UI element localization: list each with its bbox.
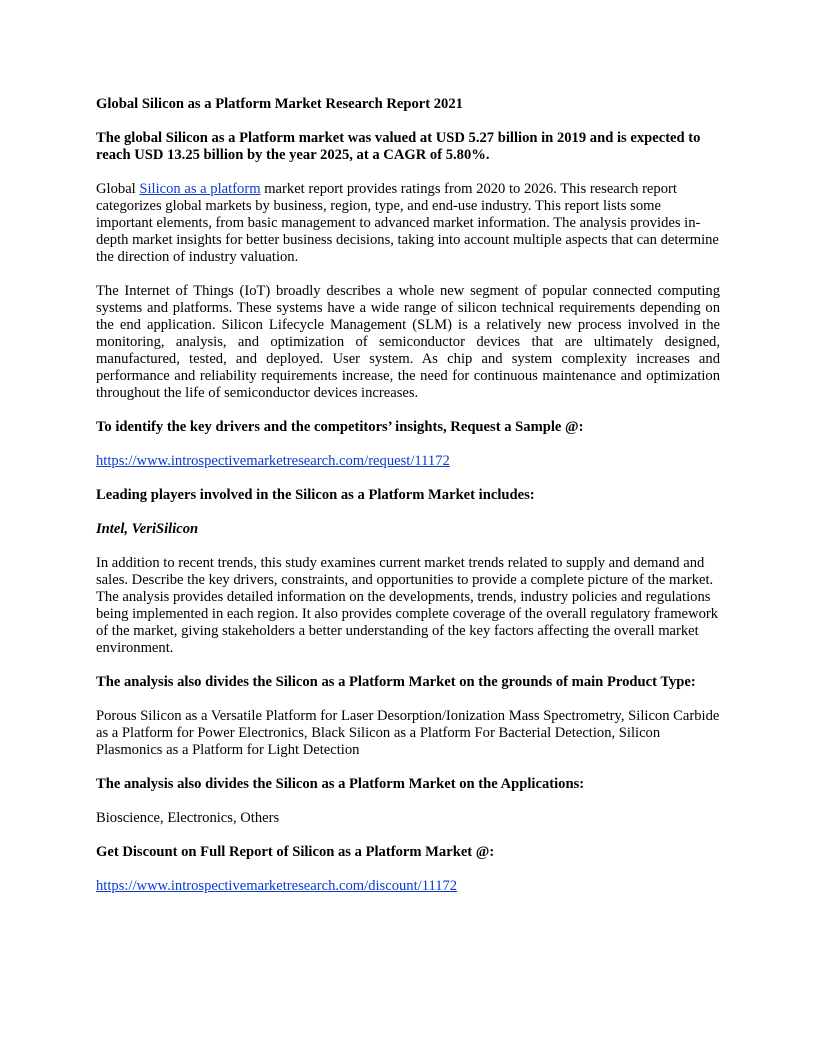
product-type-heading: The analysis also divides the Silicon as a Platform Market on the grounds of main Product Type: (96, 674, 696, 690)
document-page (96, 96, 720, 912)
market-summary: The global Silicon as a Platform market was valued at USD 5.27 billion in 2019 and is expected to reach USD 13.25 billion by the year 2025, at a CAGR of 5.80%. (96, 130, 701, 163)
product-type-list: Porous Silicon as a Versatile Platform for Laser Desorption/Ionization Mass Spectrometry, Silicon Carbide as a Platform for Power Electronics, Black Silicon as a Platform For Bacterial Detection, Silicon Plasmonics as a Platform for Light Detection (96, 708, 720, 758)
applications-list: Bioscience, Electronics, Others (96, 810, 280, 826)
iot-paragraph: The Internet of Things (IoT) broadly describes a whole new segment of popular connected computing systems and platforms. These systems have a wide range of silicon technical requirements depending on the end application. Silicon Lifecycle Management (SLM) is a relatively new process involved in the monitoring, analysis, and optimization of semiconductor devices that are ultimately designed, manufactured, tested, and deployed. User system. As chip and system complexity increases and performance and reliability requirements increase, the need for continuous maintenance and optimization throughout the life of semiconductor devices increases. (96, 283, 720, 401)
sample-link-paragraph (96, 453, 720, 470)
players-list: Intel, VeriSilicon (96, 521, 199, 537)
intro-prefix: Global (96, 181, 140, 197)
discount-heading: Get Discount on Full Report of Silicon as a Platform Market @: (96, 844, 495, 860)
request-sample-link[interactable]: https://www.introspectivemarketresearch.com/request/11172 (96, 453, 450, 469)
discount-link[interactable]: https://www.introspectivemarketresearch.com/discount/11172 (96, 878, 458, 894)
report-title: Global Silicon as a Platform Market Research Report 2021 (96, 96, 463, 112)
trends-paragraph: In addition to recent trends, this study examines current market trends related to supply and demand and sales. Describe the key drivers, constraints, and opportunities to provide a complete picture of the market. The analysis provides detailed information on the developments, trends, industry policies and regulations being implemented in each region. It also provides complete coverage of the overall regulatory framework of the market, giving stakeholders a better understanding of the key factors affecting the overall market environment. (96, 555, 719, 656)
applications-heading: The analysis also divides the Silicon as a Platform Market on the Applications: (96, 776, 585, 792)
players-heading: Leading players involved in the Silicon as a Platform Market includes: (96, 487, 535, 503)
discount-link-paragraph (96, 878, 720, 895)
sample-heading: To identify the key drivers and the competitors’ insights, Request a Sample @: (96, 419, 584, 435)
intro-paragraph (96, 181, 720, 266)
intro-suffix: market report provides ratings from 2020 to 2026. This research report categorizes global markets by business, region, type, and end-use industry. This report lists some important elements, from basic management to advanced market information. The analysis provides in-depth market insights for better business decisions, taking into account multiple aspects that can determine the direction of industry valuation. (96, 181, 719, 265)
silicon-platform-link[interactable]: Silicon as a platform (139, 181, 261, 197)
